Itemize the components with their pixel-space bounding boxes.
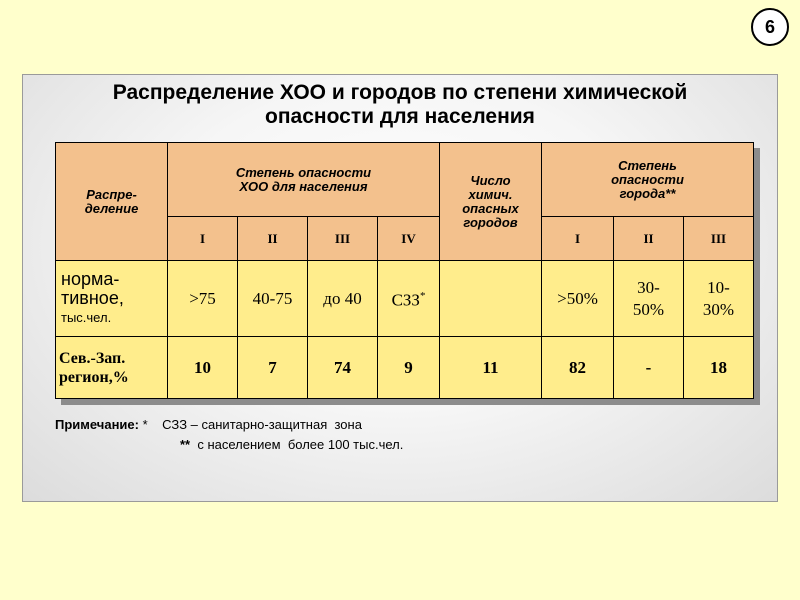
table-cell: 10 xyxy=(168,337,238,399)
footnote-line-2 xyxy=(55,435,403,455)
row-label-normative: норма- тивное, тыс.чел. xyxy=(56,261,168,337)
hazard-distribution-table xyxy=(55,142,754,399)
table-cell: 9 xyxy=(378,337,440,399)
city-level-header: II xyxy=(614,217,684,261)
city-level-header: I xyxy=(542,217,614,261)
footnote xyxy=(55,415,403,455)
footnote-line-1 xyxy=(55,415,403,435)
footnote-mark-2: ** xyxy=(180,437,191,452)
city-hazard-group-header: Степень опасности города** xyxy=(542,143,754,217)
table-cell: 10- 30% xyxy=(684,261,754,337)
footnote-label: Примечание: xyxy=(55,417,139,432)
table-cell: 74 xyxy=(308,337,378,399)
footnote-text-2: с населением более 100 тыс.чел. xyxy=(197,437,404,452)
hazardous-cities-count-header: Число химич. опасных городов xyxy=(440,143,542,261)
table-cell: >50% xyxy=(542,261,614,337)
table-cell: СЗЗ* xyxy=(378,261,440,337)
city-level-header: III xyxy=(684,217,754,261)
slide-number: 6 xyxy=(764,16,775,37)
table-row-normative xyxy=(56,261,754,337)
xoo-level-header: I xyxy=(168,217,238,261)
footnote-mark: * xyxy=(419,290,426,303)
table-row-region xyxy=(56,337,754,399)
table-cell: до 40 xyxy=(308,261,378,337)
table-cell: - xyxy=(614,337,684,399)
row-label-region: Сев.-Зап. регион,% xyxy=(56,337,168,399)
slide-title xyxy=(23,81,777,129)
footnote-mark-1: * xyxy=(142,417,148,432)
footnote-text-1: СЗЗ – санитарно-защитная зона xyxy=(162,417,362,432)
table-cell: 40-75 xyxy=(238,261,308,337)
table-cell: 18 xyxy=(684,337,754,399)
table-cell: 82 xyxy=(542,337,614,399)
table-cell: 11 xyxy=(440,337,542,399)
content-panel xyxy=(22,74,778,502)
corner-header: Распре- деление xyxy=(56,143,168,261)
title-line-1: Распределение ХОО и городов по степени химической xyxy=(112,81,688,104)
table-cell: 7 xyxy=(238,337,308,399)
title-line-2: опасности для населения xyxy=(265,105,535,128)
xoo-level-header: IV xyxy=(378,217,440,261)
table-cell: >75 xyxy=(168,261,238,337)
xoo-level-header: II xyxy=(238,217,308,261)
xoo-hazard-group-header: Степень опасности ХОО для населения xyxy=(168,143,440,217)
table-cell xyxy=(440,261,542,337)
xoo-level-header: III xyxy=(308,217,378,261)
table-cell: 30- 50% xyxy=(614,261,684,337)
slide-number-badge xyxy=(751,8,789,46)
